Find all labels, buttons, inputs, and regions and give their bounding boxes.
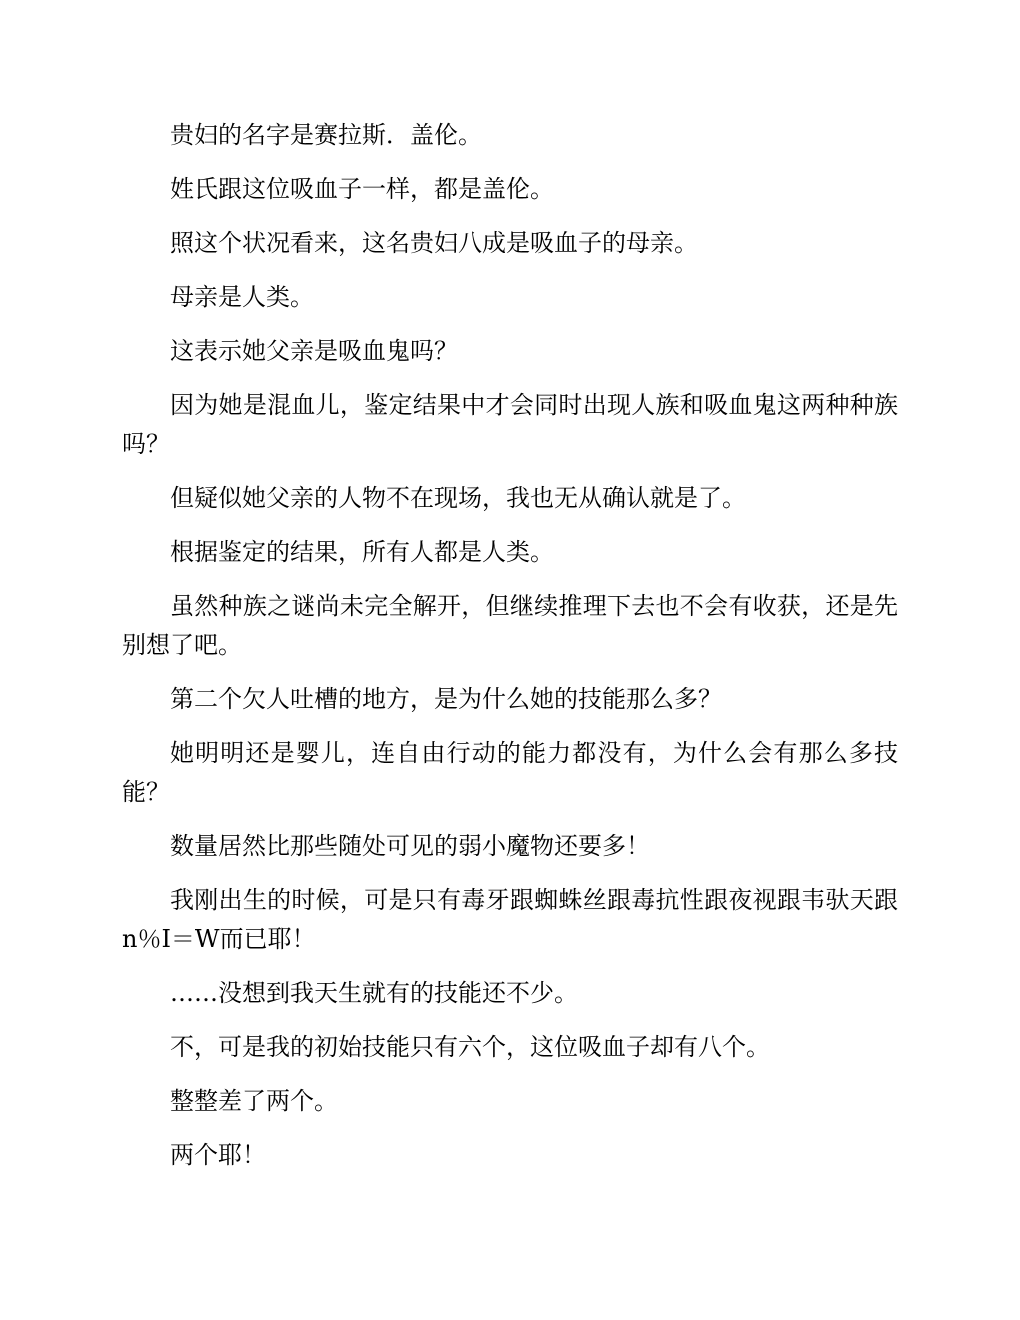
paragraph: 不，可是我的初始技能只有六个，这位吸血子却有八个。 (170, 1033, 770, 1061)
paragraph: 姓氏跟这位吸血子一样，都是盖伦。 (170, 175, 554, 203)
paragraph: ……没想到我天生就有的技能还不少。 (170, 979, 578, 1007)
paragraph: 虽然种族之谜尚未完全解开，但继续推理下去也不会有收获，还是先别想了吧。 (122, 592, 898, 659)
paragraph: 但疑似她父亲的人物不在现场，我也无从确认就是了。 (170, 484, 746, 512)
paragraph: 我刚出生的时候，可是只有毒牙跟蜘蛛丝跟毒抗性跟夜视跟韦驮天跟n％I＝W而已耶！ (122, 886, 898, 953)
paragraph: 整整差了两个。 (170, 1087, 338, 1115)
paragraph: 第二个欠人吐槽的地方，是为什么她的技能那么多？ (170, 685, 722, 713)
paragraph: 贵妇的名字是赛拉斯．盖伦。 (170, 121, 482, 149)
paragraph: 根据鉴定的结果，所有人都是人类。 (170, 538, 554, 566)
paragraph: 照这个状况看来，这名贵妇八成是吸血子的母亲。 (170, 229, 698, 257)
document-page (122, 116, 898, 1190)
paragraph: 这表示她父亲是吸血鬼吗？ (170, 337, 458, 365)
paragraph: 数量居然比那些随处可见的弱小魔物还要多！ (170, 832, 650, 860)
paragraph: 两个耶！ (170, 1141, 266, 1169)
paragraph: 她明明还是婴儿，连自由行动的能力都没有，为什么会有那么多技能？ (122, 739, 898, 806)
paragraph: 因为她是混血儿，鉴定结果中才会同时出现人族和吸血鬼这两种种族吗？ (122, 391, 898, 458)
paragraph: 母亲是人类。 (170, 283, 314, 311)
